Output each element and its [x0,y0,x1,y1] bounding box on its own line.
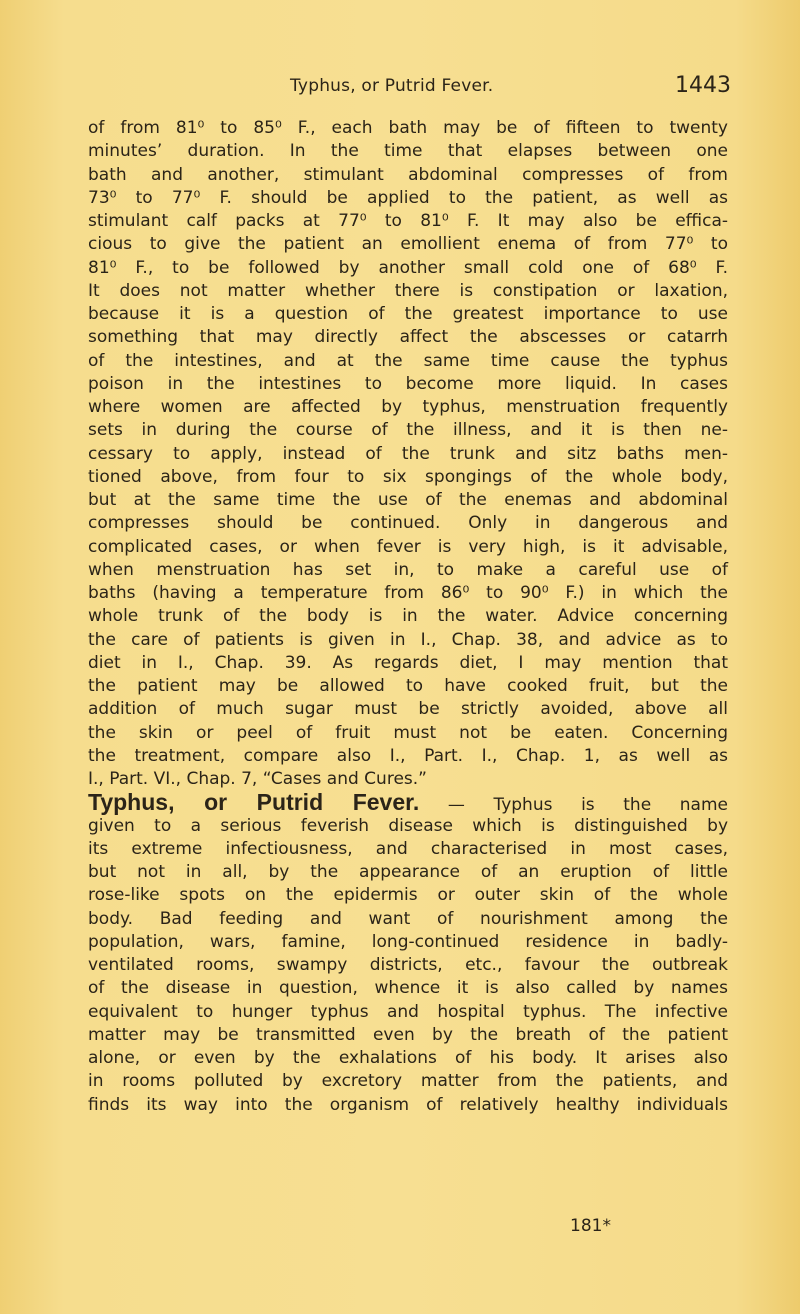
text-line: the skin or peel of fruit must not be eaten. Concerning [88,722,728,743]
text-line: of the disease in question, whence it is also called by names [88,978,728,999]
text-line: rose-like spots on the epidermis or outer skin of the whole [88,885,728,906]
text-line: alone, or even by the exhalations of his body. It arises also [88,1048,728,1068]
text-line: I., Part. VI., Chap. 7, “Cases and Cures.” [88,769,427,789]
text-line: the treatment, compare also I., Part. I., Chap. 1, as well as [88,745,728,766]
running-title: Typhus, or Putrid Fever. [290,76,494,96]
text-line: addition of much sugar must be strictly avoided, above all [88,699,728,720]
text-line: but not in all, by the appearance of an eruption of little [88,862,728,882]
text-line: population, wars, famine, long-continued residence in badly- [88,931,728,952]
text-line: but at the same time the use of the enemas and abdominal [88,490,728,510]
text-line: compresses should be continued. Only in dangerous and [88,513,728,534]
body-text [88,117,728,1117]
text-line: cessary to apply, instead of the trunk and sitz baths men- [88,443,728,464]
text-line: something that may directly affect the abscesses or catarrh [88,327,728,348]
text-line: poison in the intestines to become more liquid. In cases [88,373,728,394]
text-line: of from 81⁰ to 85⁰ F., each bath may be of fifteen to twenty [88,118,728,138]
text-line: complicated cases, or when fever is very high, is it advisable, [88,536,728,557]
text-line: when menstruation has set in, to make a careful use of [88,559,728,580]
text-line: cious to give the patient an emollient enema of from 77⁰ to [88,234,728,255]
text-line: the care of patients is given in I., Chap. 38, and advice as to [88,629,728,650]
text-line: sets in during the course of the illness, and it is then ne- [88,420,728,441]
text-line: baths (having a temperature from 86⁰ to 90⁰ F.) in which the [88,583,728,603]
text-line: It does not matter whether there is constipation or laxation, [88,280,728,301]
text-line: its extreme infectiousness, and characterised in most cases, [88,838,728,859]
section-heading-line [88,791,728,814]
text-line: whole trunk of the body is in the water. Advice concerning [88,606,728,627]
section-heading-rest: — Typhus is the name [419,795,728,816]
text-line: of the intestines, and at the same time cause the typhus [88,350,728,371]
page-number: 1443 [675,73,731,98]
text-line: 73⁰ to 77⁰ F. should be applied to the patient, as well as [88,187,728,208]
text-line: where women are affected by typhus, menstruation frequently [88,397,728,417]
running-head [0,73,800,106]
text-line: diet in I., Chap. 39. As regards diet, I may mention that [88,652,728,673]
text-line: because it is a question of the greatest importance to use [88,304,728,324]
text-line: 81⁰ F., to be followed by another small cold one of 68⁰ F. [88,257,728,278]
text-line: finds its way into the organism of relatively healthy individuals [88,1094,728,1115]
signature-mark: 181* [570,1216,611,1236]
text-line: in rooms polluted by excretory matter from the patients, and [88,1071,728,1092]
text-line: equivalent to hunger typhus and hospital typhus. The infective [88,1001,728,1022]
text-line: body. Bad feeding and want of nourishment among the [88,908,728,929]
text-line: bath and another, stimulant abdominal compresses of from [88,164,728,185]
text-line: tioned above, from four to six spongings of the whole body, [88,466,728,487]
text-line: minutes’ duration. In the time that elapses between one [88,141,728,162]
text-line: given to a serious feverish disease which is distinguished by [88,815,728,836]
text-line: stimulant calf packs at 77⁰ to 81⁰ F. It may also be effica- [88,211,728,231]
text-line: ventilated rooms, swampy districts, etc., favour the outbreak [88,955,728,975]
section-heading: Typhus, or Putrid Fever. [88,789,420,816]
text-line: the patient may be allowed to have cooked fruit, but the [88,676,728,696]
text-line: matter may be transmitted even by the breath of the patient [88,1024,728,1045]
